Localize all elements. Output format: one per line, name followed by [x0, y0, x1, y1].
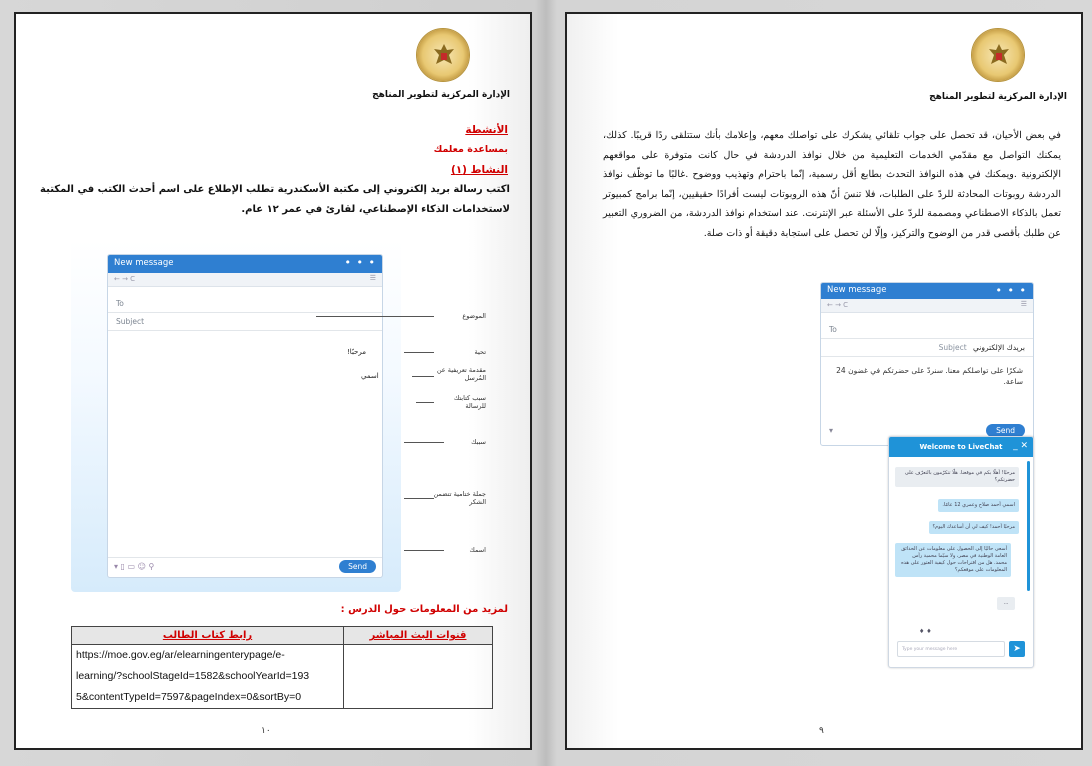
url-line[interactable]: https://moe.gov.eg/ar/elearningenterypage/e- — [76, 649, 285, 661]
send-arrow-icon[interactable]: ➤ — [1009, 641, 1025, 657]
body-paragraph: في بعض الأحيان، قد تحصل على جواب تلقائي يشكرك على تواصلك معهم، وإعلامك بأنك ستتلقى ردًا قريبًا. كذلك، يمكنك التواصل مع مقدّمي الخدمات التعليمية من خلال نوافذ الدردشة في حال كانت متوفرة على مواقعهم الإلكترونية .ويمكنك في هذه النوافذ التحدث بطابع أقل رسمية، إنّما باحترام وتهذيب ووضوح .غالبًا ما توظّف نوافذ الدردشة روبوتات المحادثة للردّ على الطلبات، فلا تنسَ أنّ هذه الروبوتات ليست أفرادًا حقيقيين، إنّما برامج كمبيوتر تعمل بالذكاء الاصطناعي ومصممة للردّ على الأسئلة عبر الإنترنت. عند استخدام نوافذ الدردشة، من الضروري التعبير عن طلبك بأقصى قدر من الوضوح والتركيز، وإلّا لن تحصل على استجابة دقيقة أو ذات صلة. — [603, 130, 1061, 239]
livechat-window — [888, 436, 1034, 668]
email-titlebar — [108, 255, 382, 273]
attach-icons[interactable]: ♦ ♦ — [919, 628, 932, 635]
activities-heading: الأنشطة — [465, 124, 508, 136]
department-header: الإدارة المركزية لتطوير المناهج — [372, 90, 510, 100]
menu-icon[interactable]: ☰ — [1020, 300, 1027, 308]
activity-task-text: اكتب رسالة بريد إلكتروني إلى مكتبة الأسكندرية تطلب الإطلاع على اسم أحدث الكتب في المكتبة لاستخدامات الذكاء الإصطناعي، لقارئ في عمر ١٢ عام. — [40, 184, 510, 215]
minimize-close-icon[interactable]: _ ✕ — [1013, 441, 1028, 451]
annotation-subject: الموضوع — [462, 312, 486, 320]
chat-message-user: أسعى حاليًا إلى الحصول على معلومات عن الحدائق العامة الوطنية في مصر، ولا سيّما محمية رأس محمد. هل من اقتراحات حول كيفية العثور على هذه المعلومات على موقعكم؟ — [895, 543, 1011, 577]
more-options-icon[interactable]: • • • — [344, 256, 376, 269]
url-line[interactable]: learning/?schoolStageId=1582&schoolYearId=193 — [76, 670, 310, 682]
name-text: اسمي — [361, 372, 379, 380]
more-options-icon[interactable]: • • • — [995, 284, 1027, 297]
page-number: ٩ — [819, 726, 824, 736]
nav-arrows-icon[interactable]: ← → C — [114, 275, 136, 283]
activity-1-heading: النشاط (١) — [450, 164, 508, 176]
livechat-titlebar — [889, 437, 1033, 457]
department-header: الإدارة المركزية لتطوير المناهج — [929, 92, 1067, 102]
subject-field[interactable] — [821, 339, 1033, 357]
ministry-logo — [416, 28, 470, 82]
with-teacher-label: بمساعدة معلمك — [433, 144, 508, 155]
subject-label: Subject — [938, 343, 967, 352]
annotation-your-reason: سببك — [471, 438, 486, 446]
annotation-line-name — [404, 550, 444, 551]
annotation-line-greeting — [404, 352, 434, 353]
email-window — [107, 254, 383, 578]
table-header-row — [72, 627, 493, 645]
email-title: New message — [827, 285, 887, 295]
to-field[interactable]: To — [821, 321, 1033, 339]
email-toolbar — [108, 557, 382, 577]
send-button[interactable]: Send — [986, 424, 1025, 437]
live-channels-cell — [344, 645, 493, 709]
annotation-line-subject — [316, 316, 434, 317]
col-student-book: رابط كتاب الطالب — [72, 627, 344, 645]
url-line[interactable]: 5&contentTypeId=7597&pageIndex=0&sortBy=0 — [76, 691, 302, 703]
eagle-emblem-icon — [987, 42, 1011, 68]
email-mockup-illustration — [71, 240, 401, 592]
browser-bar — [821, 299, 1033, 313]
resources-table — [71, 626, 493, 709]
table-row — [72, 645, 493, 709]
chat-message-bot: مرحبًا أحمد! كيف لي أن أساعدك اليوم؟ — [929, 521, 1020, 534]
to-field[interactable]: To — [108, 295, 382, 313]
auto-reply-email-mockup — [820, 282, 1034, 446]
nav-arrows-icon[interactable]: ← → C — [827, 301, 849, 309]
format-icons[interactable]: ▾ ▯ ▭ ☺ ⚲ — [114, 562, 155, 571]
greeting-text: مرحبًا! — [347, 348, 366, 356]
chat-message-user: اسمي أحمد صلاح وعمري 12 عامًا. — [938, 499, 1019, 512]
livechat-title: Welcome to LiveChat — [919, 443, 1003, 451]
browser-bar — [108, 273, 382, 287]
col-live-channels: قنوات البث المباشر — [344, 627, 493, 645]
eagle-emblem-icon — [432, 42, 456, 68]
more-info-heading: لمزيد من المعلومات حول الدرس : — [340, 604, 508, 615]
subject-value: بريدك الإلكتروني — [973, 343, 1025, 352]
chat-input[interactable]: Type your message here — [897, 641, 1005, 657]
annotation-reason: سبب كتابتك للرسالة — [453, 394, 486, 410]
subject-field[interactable]: Subject — [108, 313, 382, 331]
chat-message-bot: مرحبًا! أهلًا بكم في موقعنا. هلّا تتكرّمون بالتعرّف على حضرتكم؟ — [895, 467, 1019, 487]
chat-scrollbar[interactable] — [1027, 461, 1030, 591]
annotation-name: اسمك — [469, 546, 486, 554]
annotation-closing: جملة ختامية تتضمن الشكر — [433, 490, 486, 506]
email-body: شكرًا على تواصلكم معنا. سنردّ على حضرتكم في غضون 24 ساعة. — [836, 366, 1023, 386]
student-book-link[interactable] — [72, 645, 344, 709]
annotation-line-your-reason — [404, 442, 444, 443]
annotation-line-reason — [416, 402, 434, 403]
page-left — [14, 12, 532, 750]
send-button[interactable]: Send — [339, 560, 376, 573]
menu-icon[interactable]: ☰ — [369, 274, 376, 282]
ministry-logo — [971, 28, 1025, 82]
chevron-down-icon[interactable]: ▾ — [829, 426, 834, 435]
page-right — [565, 12, 1083, 750]
email-titlebar — [821, 283, 1033, 299]
email-title: New message — [114, 258, 174, 268]
annotation-intro: مقدمة تعريفية عن المُرسل — [436, 366, 486, 382]
page-number: ١٠ — [261, 726, 271, 736]
typing-indicator: ... — [997, 597, 1015, 610]
annotation-greeting: تحية — [474, 348, 486, 356]
